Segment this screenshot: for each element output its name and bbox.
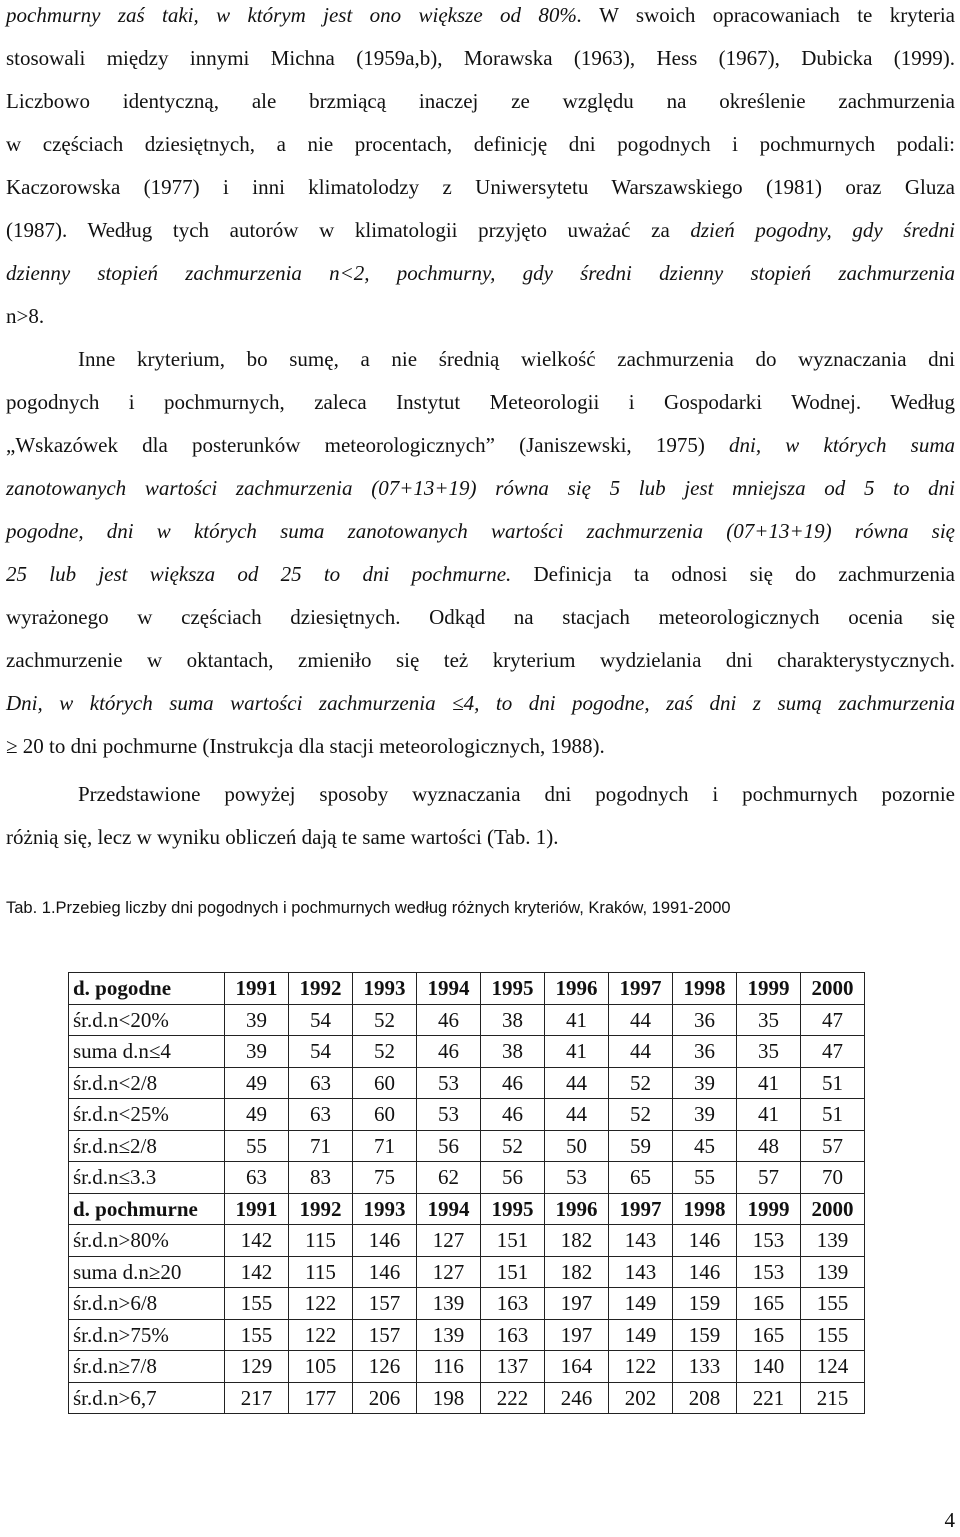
- table-cell: 142: [225, 1256, 289, 1288]
- table-cell: 153: [737, 1256, 801, 1288]
- table-cell: 60: [353, 1099, 417, 1131]
- table-cell: 35: [737, 1036, 801, 1068]
- table-row: [69, 1351, 865, 1383]
- table-cell: 155: [801, 1319, 865, 1351]
- table-cell: 44: [609, 1036, 673, 1068]
- table-cell: 36: [673, 1004, 737, 1036]
- table-cell: 129: [225, 1351, 289, 1383]
- table-year-cell: 1999: [737, 1193, 801, 1225]
- table-cell: 35: [737, 1004, 801, 1036]
- table-row: [69, 1288, 865, 1320]
- table-cell: 63: [289, 1067, 353, 1099]
- table-cell: 51: [801, 1067, 865, 1099]
- table-cell: 124: [801, 1351, 865, 1383]
- table-row-label: śr.d.n>75%: [69, 1319, 225, 1351]
- table-cell: 206: [353, 1382, 417, 1414]
- table-header-label: d. pogodne: [69, 973, 225, 1005]
- table-cell: 55: [225, 1130, 289, 1162]
- table-year-cell: 2000: [801, 973, 865, 1005]
- text-italic: pogodne, dni w których suma zanotowanych wartości zachmurzenia (07+13+19) równa się: [6, 519, 955, 543]
- table-cell: 177: [289, 1382, 353, 1414]
- table-cell: 157: [353, 1288, 417, 1320]
- table-cell: 39: [673, 1099, 737, 1131]
- table-header-row: [69, 1193, 865, 1225]
- table-year-cell: 1997: [609, 1193, 673, 1225]
- table-row-label: śr.d.n>80%: [69, 1225, 225, 1257]
- table-cell: 53: [417, 1067, 481, 1099]
- table-body: [69, 973, 865, 1414]
- table-cell: 122: [289, 1288, 353, 1320]
- table-year-cell: 1997: [609, 973, 673, 1005]
- table-year-cell: 1998: [673, 1193, 737, 1225]
- table-cell: 75: [353, 1162, 417, 1194]
- table-cell: 38: [481, 1036, 545, 1068]
- text-line: Inne kryterium, bo sumę, a nie średnią wielkość zachmurzenia do wyznaczania dni: [78, 347, 955, 371]
- text-line: wyrażonego w częściach dziesiętnych. Odkąd na stacjach meteorologicznych ocenia się: [6, 605, 955, 629]
- table-cell: 163: [481, 1288, 545, 1320]
- table-cell: 246: [545, 1382, 609, 1414]
- text-span: Definicja ta odnosi się do zachmurzenia: [511, 562, 955, 586]
- text-line: n>8.: [6, 304, 45, 328]
- table-cell: 146: [353, 1256, 417, 1288]
- table-cell: 182: [545, 1256, 609, 1288]
- table-row: [69, 1162, 865, 1194]
- table-cell: 126: [353, 1351, 417, 1383]
- table-cell: 153: [737, 1225, 801, 1257]
- table-cell: 57: [801, 1130, 865, 1162]
- table-cell: 49: [225, 1099, 289, 1131]
- table-cell: 116: [417, 1351, 481, 1383]
- table-cell: 38: [481, 1004, 545, 1036]
- table-cell: 54: [289, 1036, 353, 1068]
- table-cell: 139: [417, 1319, 481, 1351]
- table-cell: 41: [545, 1004, 609, 1036]
- table-cell: 165: [737, 1288, 801, 1320]
- table-cell: 52: [481, 1130, 545, 1162]
- text-italic: pochmurny zaś taki, w którym jest ono większe od 80%.: [6, 3, 583, 27]
- table-year-cell: 2000: [801, 1193, 865, 1225]
- text-line: [6, 430, 955, 460]
- table-cell: 139: [801, 1256, 865, 1288]
- table-row: [69, 1036, 865, 1068]
- text-italic: zanotowanych wartości zachmurzenia (07+13+19) równa się 5 lub jest mniejsza od 5 to dni: [6, 476, 955, 500]
- table-cell: 63: [289, 1099, 353, 1131]
- table-cell: 59: [609, 1130, 673, 1162]
- table-row: [69, 1099, 865, 1131]
- table-cell: 217: [225, 1382, 289, 1414]
- table-cell: 197: [545, 1288, 609, 1320]
- table-cell: 39: [673, 1067, 737, 1099]
- table-year-cell: 1996: [545, 973, 609, 1005]
- text-line: [6, 258, 955, 288]
- text-line: [6, 473, 955, 503]
- table-cell: 146: [673, 1225, 737, 1257]
- table-cell: 52: [609, 1099, 673, 1131]
- table-header-label: d. pochmurne: [69, 1193, 225, 1225]
- table-cell: 146: [353, 1225, 417, 1257]
- table-cell: 157: [353, 1319, 417, 1351]
- table-cell: 122: [289, 1319, 353, 1351]
- table-cell: 48: [737, 1130, 801, 1162]
- table-cell: 115: [289, 1225, 353, 1257]
- table-year-cell: 1992: [289, 973, 353, 1005]
- table-cell: 159: [673, 1288, 737, 1320]
- table-cell: 41: [737, 1067, 801, 1099]
- text-line: [6, 215, 955, 245]
- table-cell: 140: [737, 1351, 801, 1383]
- table-cell: 52: [353, 1036, 417, 1068]
- table-cell: 41: [737, 1099, 801, 1131]
- table-year-cell: 1998: [673, 973, 737, 1005]
- table-cell: 182: [545, 1225, 609, 1257]
- table-cell: 62: [417, 1162, 481, 1194]
- table-row: [69, 1225, 865, 1257]
- text-line: [6, 559, 955, 589]
- table-cell: 142: [225, 1225, 289, 1257]
- table-cell: 56: [417, 1130, 481, 1162]
- table-cell: 133: [673, 1351, 737, 1383]
- table-row: [69, 1067, 865, 1099]
- text-span: W swoich opracowaniach te kryteria: [582, 3, 955, 27]
- table-cell: 151: [481, 1256, 545, 1288]
- table-cell: 63: [225, 1162, 289, 1194]
- text-span: „Wskazówek dla posterunków meteorologicznych” (Janiszewski, 1975): [6, 433, 730, 457]
- table-cell: 39: [225, 1036, 289, 1068]
- table-year-cell: 1991: [225, 973, 289, 1005]
- table-year-cell: 1994: [417, 973, 481, 1005]
- text-italic: Dni, w których suma wartości zachmurzenia ≤4, to dni pogodne, zaś dni z sumą zachmurzenia: [6, 691, 955, 715]
- table-cell: 70: [801, 1162, 865, 1194]
- text-italic: dzienny stopień zachmurzenia n<2, pochmurny, gdy średni dzienny stopień zachmurzenia: [6, 261, 955, 285]
- table-cell: 139: [801, 1225, 865, 1257]
- table-cell: 39: [225, 1004, 289, 1036]
- text-line: różnią się, lecz w wyniku obliczeń dają te same wartości (Tab. 1).: [6, 825, 559, 849]
- text-line: [6, 688, 955, 718]
- table-row: [69, 1130, 865, 1162]
- table-cell: 56: [481, 1162, 545, 1194]
- text-line: zachmurzenie w oktantach, zmieniło się też kryterium wydzielania dni charakterystycznych.: [6, 648, 955, 672]
- table-row: [69, 1004, 865, 1036]
- table-row: [69, 1256, 865, 1288]
- text-line: stosowali między innymi Michna (1959a,b), Morawska (1963), Hess (1967), Dubicka (1999).: [6, 46, 955, 70]
- table-cell: 44: [609, 1004, 673, 1036]
- table-cell: 155: [225, 1288, 289, 1320]
- table-cell: 71: [353, 1130, 417, 1162]
- table-cell: 105: [289, 1351, 353, 1383]
- table-cell: 47: [801, 1036, 865, 1068]
- table-cell: 46: [417, 1036, 481, 1068]
- table-cell: 51: [801, 1099, 865, 1131]
- table-cell: 149: [609, 1319, 673, 1351]
- table-cell: 60: [353, 1067, 417, 1099]
- text-line: Przedstawione powyżej sposoby wyznaczania dni pogodnych i pochmurnych pozornie: [78, 782, 955, 806]
- table-row-label: suma d.n≤4: [69, 1036, 225, 1068]
- table-cell: 151: [481, 1225, 545, 1257]
- table-cell: 52: [609, 1067, 673, 1099]
- text-line: Liczbowo identyczną, ale brzmiącą inaczej ze względu na określenie zachmurzenia: [6, 89, 955, 113]
- text-italic: dzień pogodny, gdy średni: [690, 218, 956, 242]
- table-year-cell: 1992: [289, 1193, 353, 1225]
- table-row-label: śr.d.n<2/8: [69, 1067, 225, 1099]
- table-cell: 54: [289, 1004, 353, 1036]
- table-year-cell: 1995: [481, 1193, 545, 1225]
- table-cell: 164: [545, 1351, 609, 1383]
- page-number: 4: [944, 1508, 955, 1532]
- table-cell: 122: [609, 1351, 673, 1383]
- table-cell: 146: [673, 1256, 737, 1288]
- table-year-cell: 1996: [545, 1193, 609, 1225]
- text-italic: dni, w których suma: [729, 433, 955, 457]
- table-cell: 47: [801, 1004, 865, 1036]
- table-cell: 197: [545, 1319, 609, 1351]
- table-row-label: śr.d.n<20%: [69, 1004, 225, 1036]
- table-cell: 53: [417, 1099, 481, 1131]
- table-cell: 49: [225, 1067, 289, 1099]
- table-cell: 65: [609, 1162, 673, 1194]
- table-caption: Tab. 1.Przebieg liczby dni pogodnych i pochmurnych według różnych kryteriów, Kraków, 1991-2000: [6, 899, 731, 917]
- table-cell: 57: [737, 1162, 801, 1194]
- table-cell: 44: [545, 1099, 609, 1131]
- text-line: [6, 516, 955, 546]
- text-line: pogodnych i pochmurnych, zaleca Instytut Meteorologii i Gospodarki Wodnej. Według: [6, 390, 955, 414]
- table-cell: 127: [417, 1225, 481, 1257]
- table-cell: 127: [417, 1256, 481, 1288]
- table-row: [69, 1382, 865, 1414]
- table-cell: 159: [673, 1319, 737, 1351]
- text-italic: 25 lub jest większa od 25 to dni pochmurne.: [6, 562, 512, 586]
- table-year-cell: 1993: [353, 1193, 417, 1225]
- text-line: Kaczorowska (1977) i inni klimatolodzy z Uniwersytetu Warszawskiego (1981) oraz Gluza: [6, 175, 955, 199]
- table-year-cell: 1995: [481, 973, 545, 1005]
- text-span: (1987). Według tych autorów w klimatologii przyjęto uważać za: [6, 218, 691, 242]
- table-cell: 45: [673, 1130, 737, 1162]
- table-cell: 208: [673, 1382, 737, 1414]
- table-cell: 52: [353, 1004, 417, 1036]
- table-cell: 163: [481, 1319, 545, 1351]
- table-cell: 222: [481, 1382, 545, 1414]
- table-cell: 139: [417, 1288, 481, 1320]
- table-cell: 50: [545, 1130, 609, 1162]
- table-cell: 137: [481, 1351, 545, 1383]
- table-row-label: suma d.n≥20: [69, 1256, 225, 1288]
- text-line: w częściach dziesiętnych, a nie procentach, definicję dni pogodnych i pochmurnych podali:: [6, 132, 955, 156]
- text-line: ≥ 20 to dni pochmurne (Instrukcja dla stacji meteorologicznych, 1988).: [6, 734, 605, 758]
- table-cell: 53: [545, 1162, 609, 1194]
- table-cell: 215: [801, 1382, 865, 1414]
- table-row-label: śr.d.n<25%: [69, 1099, 225, 1131]
- table-cell: 198: [417, 1382, 481, 1414]
- data-table: [68, 972, 865, 1414]
- table-cell: 221: [737, 1382, 801, 1414]
- table-cell: 155: [225, 1319, 289, 1351]
- table-year-cell: 1994: [417, 1193, 481, 1225]
- table-cell: 155: [801, 1288, 865, 1320]
- table-header-row: [69, 973, 865, 1005]
- table-row-label: śr.d.n≥7/8: [69, 1351, 225, 1383]
- table-row-label: śr.d.n≤3.3: [69, 1162, 225, 1194]
- table-row-label: śr.d.n>6/8: [69, 1288, 225, 1320]
- table-cell: 149: [609, 1288, 673, 1320]
- table-cell: 165: [737, 1319, 801, 1351]
- text-line: [6, 0, 955, 30]
- table-year-cell: 1999: [737, 973, 801, 1005]
- table-cell: 44: [545, 1067, 609, 1099]
- table-cell: 83: [289, 1162, 353, 1194]
- table-cell: 143: [609, 1256, 673, 1288]
- table-cell: 46: [481, 1067, 545, 1099]
- table-cell: 55: [673, 1162, 737, 1194]
- table-cell: 46: [417, 1004, 481, 1036]
- table-cell: 41: [545, 1036, 609, 1068]
- table-cell: 143: [609, 1225, 673, 1257]
- table-row: [69, 1319, 865, 1351]
- table-cell: 115: [289, 1256, 353, 1288]
- table-year-cell: 1993: [353, 973, 417, 1005]
- table-row-label: śr.d.n>6,7: [69, 1382, 225, 1414]
- table-year-cell: 1991: [225, 1193, 289, 1225]
- table-cell: 71: [289, 1130, 353, 1162]
- table-cell: 202: [609, 1382, 673, 1414]
- table-cell: 36: [673, 1036, 737, 1068]
- table-cell: 46: [481, 1099, 545, 1131]
- table-row-label: śr.d.n≤2/8: [69, 1130, 225, 1162]
